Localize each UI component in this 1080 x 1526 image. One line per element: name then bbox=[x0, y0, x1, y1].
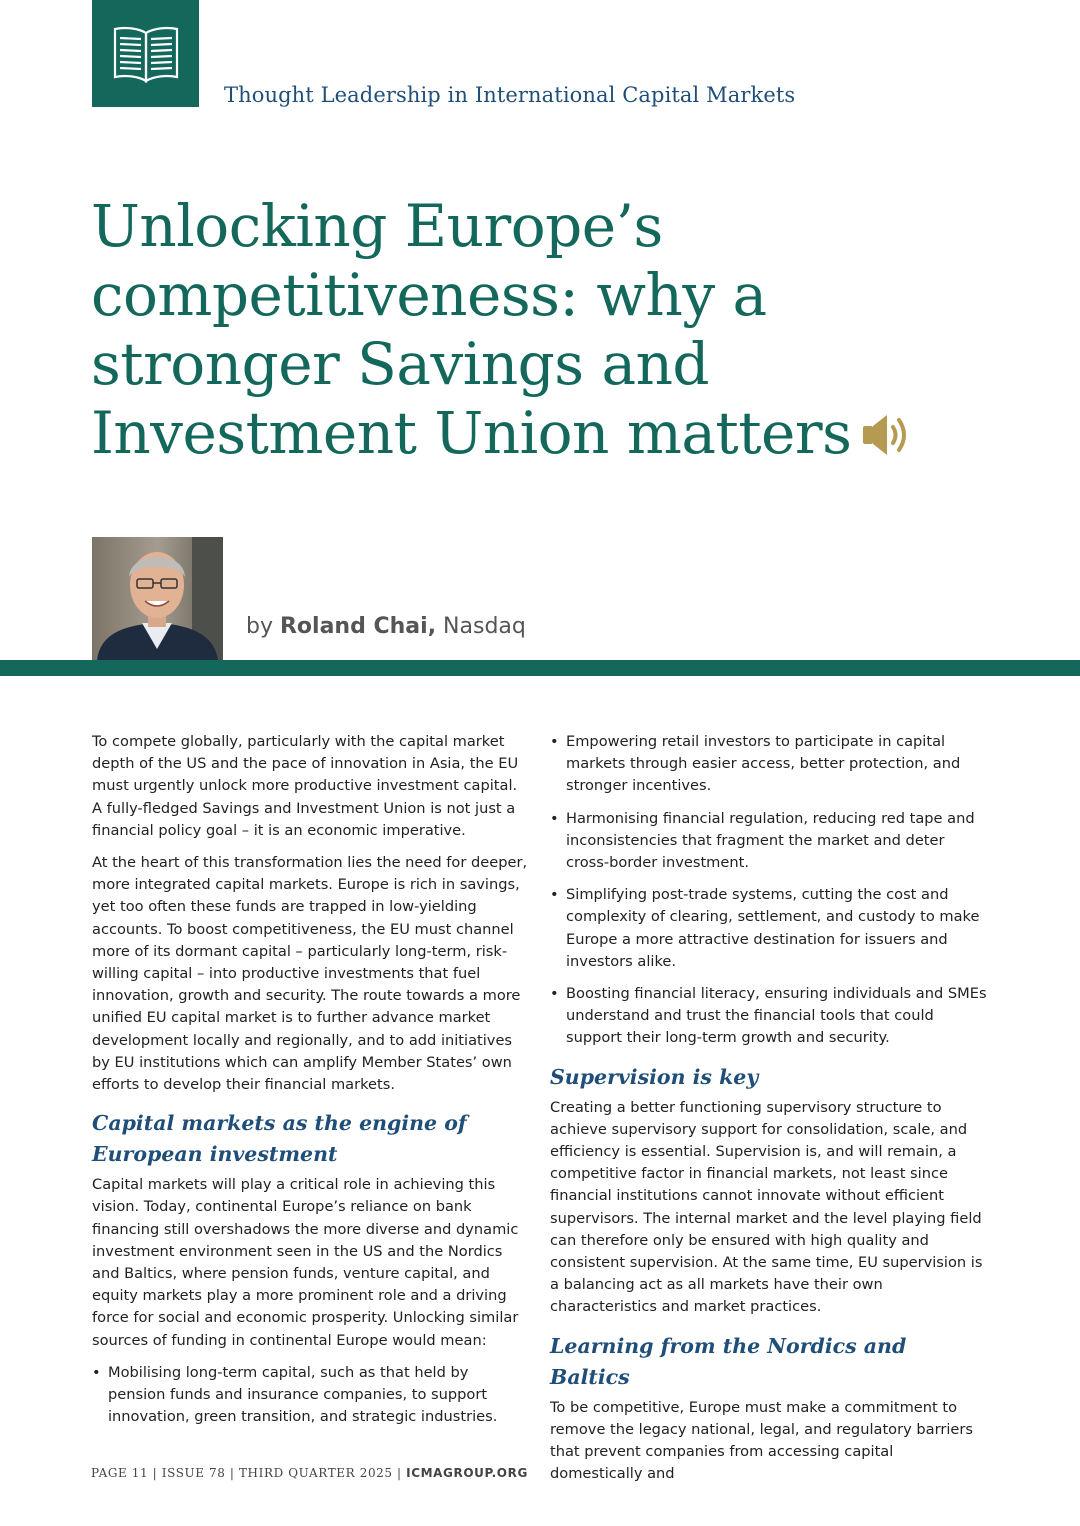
list-item: • Harmonising financial regulation, reducing red tape and inconsistencies that fragment the market and deter cross-border investment. bbox=[550, 808, 990, 875]
author-affiliation: Nasdaq bbox=[443, 614, 526, 639]
section-heading-capital-markets: Capital markets as the engine of European investment bbox=[92, 1111, 467, 1167]
page-footer bbox=[91, 1466, 528, 1480]
nordics-paragraph: To be competitive, Europe must make a commitment to remove the legacy national, legal, and regulatory barriers that prevent companies from accessing capital domestically and bbox=[550, 1398, 973, 1483]
right-column bbox=[550, 731, 990, 1495]
capital-markets-bullet-list-continued bbox=[550, 731, 990, 1050]
footer-issue-info: PAGE 11 | ISSUE 78 | THIRD QUARTER 2025 | bbox=[91, 1466, 407, 1480]
capital-markets-paragraph: Capital markets will play a critical role in achieving this vision. Today, continental Europe’s reliance on bank financing still overshadows the more diverse and dynamic investment environment seen in the US and the Nordics and Baltics, where pension funds, venture capital, and equity markets play a more prominent role and a driving force for social and economic prosperity. Unlocking similar sources of funding in continental Europe would mean: bbox=[92, 1176, 519, 1349]
article-title bbox=[91, 192, 1011, 474]
supervision-paragraph: Creating a better functioning supervisory structure to achieve supervisory support for consolidation, scale, and efficiency is essential. Supervision is, and will remain, a competitive factor in financial markets, not least since financial institutions cannot innovate without efficient supervisors. The internal market and the level playing field can therefore only be ensured with high quality and consistent supervision. At the same time, EU supervision is a balancing act as all markets have their own characteristics and market practices. bbox=[550, 1098, 983, 1316]
list-item: • Mobilising long-term capital, such as that held by pension funds and insurance companies, to support innovation, green transition, and strategic industries. bbox=[92, 1362, 530, 1429]
series-title: Thought Leadership in International Capital Markets bbox=[224, 83, 796, 107]
publication-logo bbox=[92, 0, 199, 107]
open-book-icon bbox=[111, 23, 181, 85]
section-heading-supervision: Supervision is key bbox=[550, 1064, 759, 1089]
list-item: • Empowering retail investors to participate in capital markets through easier access, better protection, and stronger incentives. bbox=[550, 731, 990, 798]
capital-markets-bullet-list bbox=[92, 1362, 530, 1429]
byline-prefix: by bbox=[246, 614, 273, 639]
intro-paragraph-2: At the heart of this transformation lies the need for deeper, more integrated capital markets. Europe is rich in savings, yet too often these funds are trapped in low-yielding accounts. To boost competitiveness, the EU must channel more of its dormant capital – particularly long-term, risk-willing capital – into productive investments that fuel innovation, growth and security. The route towards a more unified EU capital market is to further advance market development locally and regionally, and to add initiatives by EU institutions which can amplify Member States’ own efforts to develop their financial markets. bbox=[92, 854, 528, 1094]
article-title-text: Unlocking Europe’s competitiveness: why a stronger Savings and Investment Union matters bbox=[91, 192, 852, 467]
list-item: • Simplifying post-trade systems, cutting the cost and complexity of clearing, settlement, and custody to make Europe a more attractive destination for issuers and investors alike. bbox=[550, 884, 990, 973]
author-name: Roland Chai, bbox=[279, 614, 437, 639]
section-heading-nordics-baltics: Learning from the Nordics and Baltics bbox=[550, 1333, 907, 1389]
author-photo bbox=[92, 537, 223, 660]
byline bbox=[246, 614, 526, 639]
intro-paragraph-1: To compete globally, particularly with the capital market depth of the US and the pace of innovation in Asia, the EU must urgently unlock more productive investment capital. A fully-fledged Savings and Investment Union is not just a financial policy goal – it is an economic imperative. bbox=[92, 733, 519, 839]
footer-site-link[interactable]: ICMAGROUP.ORG bbox=[406, 1466, 528, 1480]
left-column bbox=[92, 731, 530, 1438]
speaker-icon[interactable] bbox=[861, 405, 913, 474]
section-divider bbox=[0, 660, 1080, 676]
list-item: • Boosting financial literacy, ensuring individuals and SMEs understand and trust the financial tools that could support their long-term growth and security. bbox=[550, 983, 990, 1050]
